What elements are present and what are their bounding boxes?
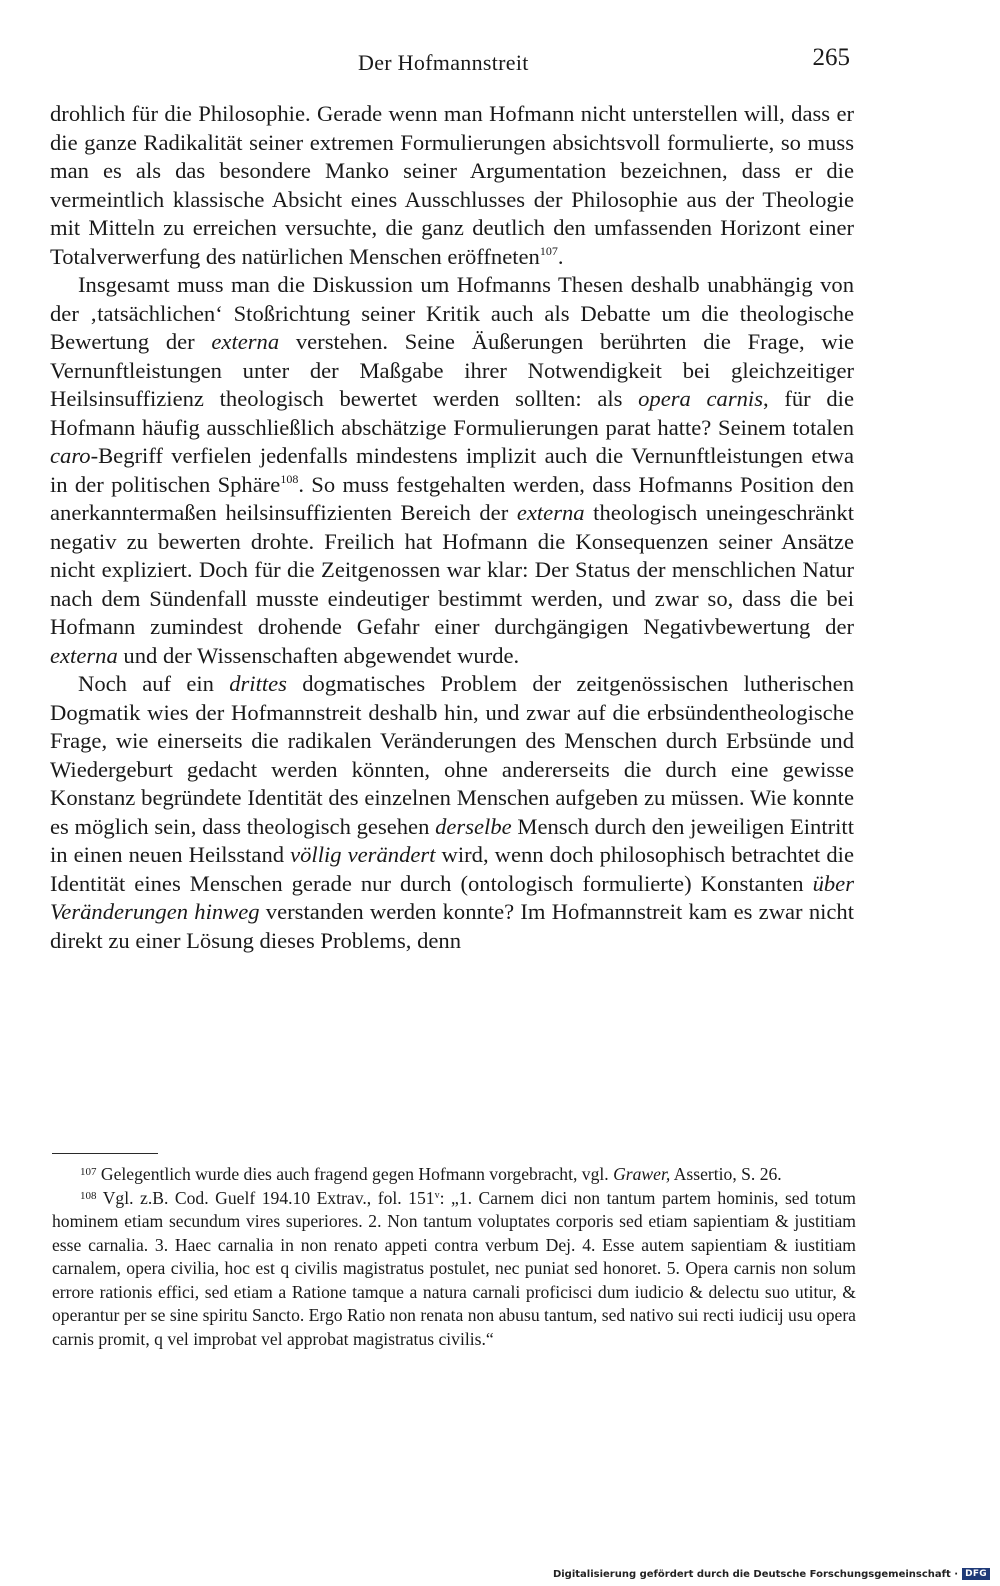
text-run: verstanden werden konnte? Im Hofmannstreit kam es zwar nicht direkt zu einer Lösung dieses Problems, denn (50, 899, 854, 953)
text-run: . So muss festgehalten werden, dass Hofmanns Position den anerkanntermaßen heilsinsuffizienten Bereich der (50, 471, 854, 525)
paragraph-3 (50, 670, 854, 955)
emphasis: caro (50, 443, 91, 468)
paragraph-2 (50, 271, 854, 670)
text-run: -Begriff verfielen jedenfalls mindestens implizit auch die Vernunftleistungen etwa in der politischen Sphäre (50, 443, 854, 497)
emphasis: völlig verändert (290, 842, 436, 867)
text-run: wird, wenn doch philosophisch betrachtet die Identität eines Menschen gerade nur durch (ontologisch formulierte) Konstanten (50, 842, 854, 896)
footnotes (52, 1163, 856, 1351)
footnote-ref-108: 108 (280, 471, 299, 486)
emphasis: opera carnis (638, 386, 763, 411)
footnote-text: Assertio, S. 26. (670, 1164, 782, 1184)
verso-mark: v (434, 1189, 440, 1201)
footnote-number: 108 (80, 1189, 97, 1202)
footnote-ref-107: 107 (539, 243, 558, 258)
text-run: Noch auf ein (78, 671, 230, 696)
dfg-logo: DFG (962, 1568, 990, 1580)
footnote-text: Gelegentlich wurde dies auch fragend gegen Hofmann vorgebracht, vgl. (96, 1164, 614, 1184)
text-run: theologisch uneingeschränkt negativ zu bewerten drohte. Freilich hat Hofmann die Konsequenzen seiner Ansätze nicht expliziert. Doch für die Zeitgenossen war klar: Der Status der menschlichen Natur nach dem Sündenfall musste eindeutiger bestimmt werden, und zwar so, dass die bei Hofmann zumindest drohende Gefahr einer durchgängigen Negativbewertung der (50, 500, 854, 639)
funding-note: Digitalisierung gefördert durch die Deutsche Forschungsgemeinschaft · (552, 1568, 959, 1580)
running-title: Der Hofmannstreit (358, 50, 529, 75)
emphasis: externa (50, 642, 118, 668)
emphasis: derselbe (435, 813, 512, 839)
paragraph-1-text: drohlich für die Philosophie. Gerade wenn man Hofmann nicht unterstellen will, dass er die ganze Radikalität seiner extremen Formulierungen absichtsvoll formulierte, so muss man es als das besondere Manko seiner Argumentation bezeichnen, dass er die vermeintlich klassische Absicht eines Ausschlusses der Philosophie aus der Theologie mit Mitteln zu erreichen versuchte, die ganz deutlich den umfassenden Horizont einer Totalverwerfung des natürlichen Menschen eröffneten (50, 101, 854, 269)
main-text (50, 100, 854, 955)
emphasis: externa (211, 329, 280, 354)
paragraph-1-end: . (557, 243, 564, 269)
footnote-text: : „1. Carnem dici non tantum partem hominis, sed totum hominem etiam secundum vires superiores. 2. Non tantum voluptates corporis sed etiam sapientiam & justitiam esse carnalia. 3. Haec carnalia in non renato appeti contra verbum Dej. 4. Esse autem sapientiam & iustitiam carnalem, opera civilia, hoc est q civilis magistratus postulet, nec puniat sed honoret. 5. Opera carnis non solum errore rationis effici, sed etiam a Ratione tamque a natura carnali proficisci dum iudicio & delectu suo utitur, & operantur per se sine spiritu Sancto. Ergo Ratio non renata non abusu tantum, sed nativo sui recti iudicij usu opera carnis promit, q vel improbat vel approbat magistratus civilis.“ (52, 1187, 856, 1349)
paragraph-1 (50, 100, 854, 271)
running-head (50, 44, 850, 78)
emphasis: externa (516, 500, 585, 525)
text-run: Mensch durch den jeweiligen Eintritt in einen neuen Heilsstand (50, 813, 854, 867)
footnote-number: 107 (80, 1166, 97, 1178)
digitization-footer (553, 1566, 990, 1582)
emphasis: über Veränderungen hinweg (50, 870, 854, 924)
emphasis: drittes (229, 671, 287, 696)
page-number: 265 (812, 44, 850, 71)
text-run: Insgesamt muss man die Diskussion um Hofmanns Thesen deshalb unabhängig von der ‚tatsächlichen‘ Stoßrichtung seiner Kritik auch als Debatte um die theologische Bewertung der (50, 272, 854, 354)
text-run: und der Wissenschaften abgewendet wurde. (117, 642, 520, 668)
footnote-text: Vgl. z.B. Cod. Guelf 194.10 Extrav., fol. 151 (96, 1187, 435, 1208)
text-run: verstehen. Seine Äußerungen berührten die Frage, wie Vernunftleistungen unter der Maßgabe ihrer Notwendigkeit bei gleichzeitiger Heilsinsuffizienz theologisch bewertet werden sollten: als (50, 329, 855, 411)
footnote-107 (52, 1163, 856, 1187)
footnote-108 (52, 1187, 856, 1352)
footnote-divider (52, 1153, 158, 1154)
emphasis: Grawer, (613, 1164, 671, 1184)
text-run: dogmatisches Problem der zeitgenössischen lutherischen Dogmatik wies der Hofmannstreit deshalb hin, und zwar auf die erbsündentheologische Frage, wie einerseits die radikalen Veränderungen des Menschen durch Erbsünde und Wiedergeburt gedacht werden könnten, ohne andererseits die durch eine gewisse Konstanz begründete Identität des einzelnen Menschen aufgeben zu müssen. Wie konnte es möglich sein, dass theologisch gesehen (50, 671, 854, 839)
text-run: , für die Hofmann häufig ausschließlich abschätzige Formulierungen parat hatte? Seinem totalen (50, 386, 854, 440)
